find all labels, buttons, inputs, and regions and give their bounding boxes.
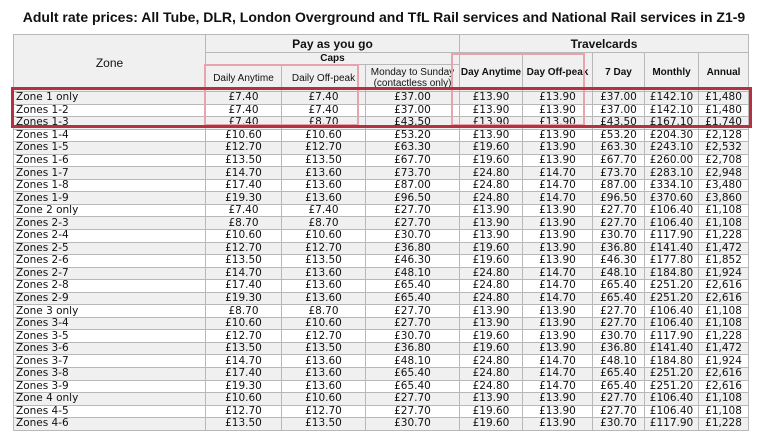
table-row <box>14 117 749 130</box>
daily-anytime-cell: £12.70 <box>206 142 282 155</box>
annual-cell: £1,108 <box>699 204 749 217</box>
daily-offpeak-header: Daily Off-peak <box>282 65 366 92</box>
day-offpeak-cell: £13.90 <box>523 255 593 268</box>
mon-sun-cell: £96.50 <box>366 192 460 205</box>
day-anytime-cell: £24.80 <box>460 192 523 205</box>
daily-offpeak-cell: £10.60 <box>282 393 366 406</box>
table-row <box>14 380 749 393</box>
seven-day-cell: £37.00 <box>593 92 645 105</box>
day-anytime-cell: £13.90 <box>460 92 523 105</box>
day-offpeak-cell: £13.90 <box>523 117 593 130</box>
mon-sun-cell: £30.70 <box>366 418 460 431</box>
day-anytime-cell: £24.80 <box>460 355 523 368</box>
contactless-only-label: (contactless only) <box>373 78 452 89</box>
table-row <box>14 418 749 431</box>
zone-cell: Zones 3-7 <box>14 355 206 368</box>
seven-day-cell: £36.80 <box>593 342 645 355</box>
mon-sun-cell: £43.50 <box>366 117 460 130</box>
daily-offpeak-cell: £8.70 <box>282 117 366 130</box>
daily-offpeak-cell: £13.50 <box>282 418 366 431</box>
daily-offpeak-cell: £13.60 <box>282 292 366 305</box>
day-offpeak-cell: £14.70 <box>523 355 593 368</box>
annual-cell: £3,480 <box>699 179 749 192</box>
zone-cell: Zones 4-6 <box>14 418 206 431</box>
monthly-cell: £251.20 <box>645 292 699 305</box>
daily-anytime-cell: £19.30 <box>206 292 282 305</box>
annual-cell: £1,108 <box>699 317 749 330</box>
annual-cell: £2,948 <box>699 167 749 180</box>
monthly-cell: £167.10 <box>645 117 699 130</box>
daily-anytime-cell: £17.40 <box>206 179 282 192</box>
seven-day-cell: £48.10 <box>593 267 645 280</box>
daily-offpeak-cell: £13.50 <box>282 255 366 268</box>
seven-day-cell: £96.50 <box>593 192 645 205</box>
day-offpeak-cell: £13.90 <box>523 92 593 105</box>
seven-day-cell: £65.40 <box>593 280 645 293</box>
day-anytime-cell: £24.80 <box>460 267 523 280</box>
zone-cell: Zones 2-3 <box>14 217 206 230</box>
mon-sun-cell: £48.10 <box>366 267 460 280</box>
table-row <box>14 330 749 343</box>
daily-anytime-cell: £12.70 <box>206 405 282 418</box>
table-row <box>14 129 749 142</box>
monthly-cell: £106.40 <box>645 217 699 230</box>
day-anytime-cell: £19.60 <box>460 142 523 155</box>
zone-cell: Zones 1-4 <box>14 129 206 142</box>
mon-sun-header <box>366 65 460 92</box>
daily-offpeak-cell: £12.70 <box>282 330 366 343</box>
zone-cell: Zones 1-8 <box>14 179 206 192</box>
table-row <box>14 142 749 155</box>
fares-table <box>13 34 749 431</box>
daily-offpeak-cell: £13.60 <box>282 179 366 192</box>
seven-day-cell: £43.50 <box>593 117 645 130</box>
seven-day-cell: £27.70 <box>593 204 645 217</box>
page-title: Adult rate prices: All Tube, DLR, London Overground and TfL Rail services and National Rail services in Z1-9 <box>22 9 746 25</box>
daily-offpeak-cell: £7.40 <box>282 204 366 217</box>
daily-anytime-cell: £12.70 <box>206 242 282 255</box>
day-anytime-cell: £19.60 <box>460 154 523 167</box>
seven-day-cell: £65.40 <box>593 380 645 393</box>
annual-cell: £1,480 <box>699 92 749 105</box>
table-row <box>14 305 749 318</box>
table-row <box>14 342 749 355</box>
day-offpeak-cell: £14.70 <box>523 192 593 205</box>
zone-cell: Zones 1-5 <box>14 142 206 155</box>
zone-cell: Zones 2-5 <box>14 242 206 255</box>
annual-cell: £1,924 <box>699 355 749 368</box>
zone-cell: Zones 4-5 <box>14 405 206 418</box>
daily-offpeak-cell: £12.70 <box>282 242 366 255</box>
seven-day-cell: £53.20 <box>593 129 645 142</box>
seven-day-cell: £65.40 <box>593 368 645 381</box>
mon-sun-cell: £46.30 <box>366 255 460 268</box>
daily-anytime-cell: £10.60 <box>206 317 282 330</box>
annual-cell: £1,228 <box>699 418 749 431</box>
daily-offpeak-cell: £13.60 <box>282 368 366 381</box>
day-anytime-cell: £13.90 <box>460 230 523 243</box>
daily-anytime-cell: £14.70 <box>206 167 282 180</box>
seven-day-cell: £73.70 <box>593 167 645 180</box>
daily-anytime-cell: £19.30 <box>206 380 282 393</box>
day-offpeak-cell: £14.70 <box>523 280 593 293</box>
seven-day-cell: £37.00 <box>593 104 645 117</box>
monthly-cell: £260.00 <box>645 154 699 167</box>
zone-cell: Zones 3-4 <box>14 317 206 330</box>
table-row <box>14 280 749 293</box>
table-row <box>14 255 749 268</box>
table-row <box>14 292 749 305</box>
monthly-cell: £184.80 <box>645 267 699 280</box>
day-anytime-cell: £19.60 <box>460 330 523 343</box>
zone-cell: Zones 1-6 <box>14 154 206 167</box>
day-offpeak-cell: £13.90 <box>523 305 593 318</box>
day-offpeak-cell: £13.90 <box>523 204 593 217</box>
zone-cell: Zone 3 only <box>14 305 206 318</box>
monthly-cell: £370.60 <box>645 192 699 205</box>
annual-cell: £1,924 <box>699 267 749 280</box>
day-offpeak-cell: £13.90 <box>523 230 593 243</box>
monthly-cell: £177.80 <box>645 255 699 268</box>
zone-cell: Zones 3-8 <box>14 368 206 381</box>
table-row <box>14 230 749 243</box>
monthly-cell: £117.90 <box>645 330 699 343</box>
daily-offpeak-cell: £8.70 <box>282 217 366 230</box>
mon-sun-cell: £36.80 <box>366 342 460 355</box>
monthly-cell: £283.10 <box>645 167 699 180</box>
day-anytime-cell: £19.60 <box>460 255 523 268</box>
daily-anytime-cell: £17.40 <box>206 280 282 293</box>
monthly-cell: £106.40 <box>645 405 699 418</box>
table-row <box>14 179 749 192</box>
daily-offpeak-cell: £10.60 <box>282 129 366 142</box>
day-offpeak-cell: £13.90 <box>523 242 593 255</box>
day-offpeak-cell: £14.70 <box>523 167 593 180</box>
seven-day-cell: £30.70 <box>593 330 645 343</box>
mon-sun-cell: £37.00 <box>366 104 460 117</box>
day-anytime-cell: £13.90 <box>460 104 523 117</box>
monthly-cell: £106.40 <box>645 305 699 318</box>
day-anytime-cell: £13.90 <box>460 305 523 318</box>
table-row <box>14 267 749 280</box>
mon-sun-cell: £27.70 <box>366 204 460 217</box>
table-row <box>14 405 749 418</box>
daily-anytime-cell: £7.40 <box>206 117 282 130</box>
daily-anytime-cell: £7.40 <box>206 104 282 117</box>
zone-cell: Zone 1 only <box>14 92 206 105</box>
day-anytime-cell: £13.90 <box>460 204 523 217</box>
annual-cell: £2,128 <box>699 129 749 142</box>
monthly-cell: £251.20 <box>645 368 699 381</box>
daily-offpeak-cell: £12.70 <box>282 142 366 155</box>
annual-cell: £1,108 <box>699 393 749 406</box>
monthly-cell: £251.20 <box>645 380 699 393</box>
day-offpeak-cell: £14.70 <box>523 368 593 381</box>
zone-cell: Zones 2-7 <box>14 267 206 280</box>
annual-cell: £1,108 <box>699 305 749 318</box>
daily-anytime-cell: £10.60 <box>206 129 282 142</box>
day-anytime-cell: £13.90 <box>460 217 523 230</box>
day-anytime-cell: £13.90 <box>460 117 523 130</box>
daily-offpeak-cell: £13.60 <box>282 167 366 180</box>
daily-anytime-header: Daily Anytime <box>206 65 282 92</box>
seven-day-cell: £30.70 <box>593 230 645 243</box>
daily-anytime-cell: £13.50 <box>206 342 282 355</box>
mon-sun-cell: £65.40 <box>366 368 460 381</box>
day-anytime-cell: £13.90 <box>460 393 523 406</box>
table-row <box>14 355 749 368</box>
day-anytime-cell: £19.60 <box>460 405 523 418</box>
daily-offpeak-cell: £7.40 <box>282 104 366 117</box>
mon-sun-cell: £30.70 <box>366 330 460 343</box>
seven-day-cell: £65.40 <box>593 292 645 305</box>
zone-cell: Zones 2-9 <box>14 292 206 305</box>
zone-cell: Zones 2-4 <box>14 230 206 243</box>
monthly-cell: £243.10 <box>645 142 699 155</box>
annual-cell: £1,740 <box>699 117 749 130</box>
zone-cell: Zones 1-3 <box>14 117 206 130</box>
table-row <box>14 242 749 255</box>
monthly-cell: £106.40 <box>645 204 699 217</box>
day-anytime-cell: £24.80 <box>460 179 523 192</box>
mon-sun-cell: £73.70 <box>366 167 460 180</box>
annual-cell: £3,860 <box>699 192 749 205</box>
seven-day-cell: £27.70 <box>593 217 645 230</box>
mon-sun-cell: £65.40 <box>366 292 460 305</box>
annual-cell: £1,472 <box>699 242 749 255</box>
travelcards-header: Travelcards <box>460 35 749 53</box>
daily-offpeak-cell: £13.60 <box>282 267 366 280</box>
mon-sun-cell: £27.70 <box>366 305 460 318</box>
payg-header: Pay as you go <box>206 35 460 53</box>
day-offpeak-cell: £13.90 <box>523 129 593 142</box>
day-anytime-cell: £24.80 <box>460 380 523 393</box>
day-offpeak-cell: £13.90 <box>523 142 593 155</box>
daily-anytime-cell: £7.40 <box>206 92 282 105</box>
monthly-cell: £204.30 <box>645 129 699 142</box>
daily-anytime-cell: £8.70 <box>206 305 282 318</box>
annual-cell: £1,480 <box>699 104 749 117</box>
seven-day-cell: £48.10 <box>593 355 645 368</box>
monthly-cell: £106.40 <box>645 393 699 406</box>
day-offpeak-cell: £13.90 <box>523 405 593 418</box>
monthly-cell: £184.80 <box>645 355 699 368</box>
daily-offpeak-cell: £10.60 <box>282 230 366 243</box>
annual-cell: £1,228 <box>699 230 749 243</box>
mon-sun-cell: £48.10 <box>366 355 460 368</box>
day-offpeak-cell: £13.90 <box>523 418 593 431</box>
table-row <box>14 393 749 406</box>
mon-sun-cell: £36.80 <box>366 242 460 255</box>
day-anytime-cell: £19.60 <box>460 342 523 355</box>
daily-anytime-cell: £12.70 <box>206 330 282 343</box>
table-row <box>14 167 749 180</box>
day-anytime-cell: £24.80 <box>460 368 523 381</box>
mon-sun-cell: £27.70 <box>366 393 460 406</box>
mon-sun-cell: £87.00 <box>366 179 460 192</box>
day-anytime-header: Day Anytime <box>460 53 523 92</box>
day-offpeak-cell: £14.70 <box>523 380 593 393</box>
seven-day-cell: £30.70 <box>593 418 645 431</box>
monthly-cell: £141.40 <box>645 242 699 255</box>
zone-cell: Zones 1-2 <box>14 104 206 117</box>
mon-sun-cell: £65.40 <box>366 380 460 393</box>
seven-day-cell: £27.70 <box>593 305 645 318</box>
day-offpeak-cell: £13.90 <box>523 330 593 343</box>
caps-header: Caps <box>206 53 460 65</box>
monthly-header: Monthly <box>645 53 699 92</box>
mon-sun-label: Monday to Sunday <box>370 67 455 78</box>
annual-cell: £1,108 <box>699 217 749 230</box>
mon-sun-cell: £63.30 <box>366 142 460 155</box>
seven-day-header: 7 Day <box>593 53 645 92</box>
daily-anytime-cell: £14.70 <box>206 267 282 280</box>
annual-cell: £2,532 <box>699 142 749 155</box>
annual-cell: £1,108 <box>699 405 749 418</box>
seven-day-cell: £67.70 <box>593 154 645 167</box>
day-offpeak-cell: £13.90 <box>523 317 593 330</box>
seven-day-cell: £27.70 <box>593 393 645 406</box>
day-offpeak-cell: £13.90 <box>523 217 593 230</box>
daily-anytime-cell: £14.70 <box>206 355 282 368</box>
day-offpeak-header: Day Off-peak <box>523 53 593 92</box>
table-row <box>14 368 749 381</box>
zone-cell: Zone 4 only <box>14 393 206 406</box>
monthly-cell: £334.10 <box>645 179 699 192</box>
table-row <box>14 204 749 217</box>
zone-cell: Zones 1-9 <box>14 192 206 205</box>
day-anytime-cell: £24.80 <box>460 167 523 180</box>
zone-cell: Zones 2-6 <box>14 255 206 268</box>
annual-header: Annual <box>699 53 749 92</box>
daily-anytime-cell: £17.40 <box>206 368 282 381</box>
mon-sun-cell: £27.70 <box>366 317 460 330</box>
daily-anytime-cell: £8.70 <box>206 217 282 230</box>
seven-day-cell: £27.70 <box>593 405 645 418</box>
daily-anytime-cell: £13.50 <box>206 255 282 268</box>
daily-offpeak-cell: £13.60 <box>282 380 366 393</box>
annual-cell: £2,616 <box>699 280 749 293</box>
annual-cell: £2,616 <box>699 292 749 305</box>
daily-offpeak-cell: £13.60 <box>282 355 366 368</box>
day-offpeak-cell: £13.90 <box>523 154 593 167</box>
mon-sun-cell: £65.40 <box>366 280 460 293</box>
seven-day-cell: £87.00 <box>593 179 645 192</box>
annual-cell: £2,708 <box>699 154 749 167</box>
daily-offpeak-cell: £12.70 <box>282 405 366 418</box>
daily-offpeak-cell: £13.50 <box>282 154 366 167</box>
day-anytime-cell: £24.80 <box>460 280 523 293</box>
day-offpeak-cell: £13.90 <box>523 104 593 117</box>
daily-anytime-cell: £10.60 <box>206 393 282 406</box>
seven-day-cell: £36.80 <box>593 242 645 255</box>
table-row <box>14 104 749 117</box>
mon-sun-cell: £67.70 <box>366 154 460 167</box>
day-anytime-cell: £24.80 <box>460 292 523 305</box>
daily-offpeak-cell: £13.50 <box>282 342 366 355</box>
seven-day-cell: £63.30 <box>593 142 645 155</box>
daily-anytime-cell: £7.40 <box>206 204 282 217</box>
daily-anytime-cell: £13.50 <box>206 418 282 431</box>
monthly-cell: £117.90 <box>645 230 699 243</box>
daily-anytime-cell: £13.50 <box>206 154 282 167</box>
mon-sun-cell: £53.20 <box>366 129 460 142</box>
daily-anytime-cell: £10.60 <box>206 230 282 243</box>
day-offpeak-cell: £14.70 <box>523 292 593 305</box>
day-anytime-cell: £13.90 <box>460 317 523 330</box>
annual-cell: £1,228 <box>699 330 749 343</box>
day-anytime-cell: £13.90 <box>460 129 523 142</box>
day-offpeak-cell: £14.70 <box>523 179 593 192</box>
monthly-cell: £141.40 <box>645 342 699 355</box>
table-row <box>14 217 749 230</box>
table-row <box>14 154 749 167</box>
day-offpeak-cell: £13.90 <box>523 393 593 406</box>
zone-cell: Zone 2 only <box>14 204 206 217</box>
mon-sun-cell: £37.00 <box>366 92 460 105</box>
table-row <box>14 192 749 205</box>
zone-cell: Zones 3-9 <box>14 380 206 393</box>
seven-day-cell: £46.30 <box>593 255 645 268</box>
daily-anytime-cell: £19.30 <box>206 192 282 205</box>
zone-cell: Zones 3-5 <box>14 330 206 343</box>
annual-cell: £1,472 <box>699 342 749 355</box>
zone-header: Zone <box>14 35 206 92</box>
monthly-cell: £142.10 <box>645 104 699 117</box>
daily-offpeak-cell: £13.60 <box>282 280 366 293</box>
annual-cell: £2,616 <box>699 380 749 393</box>
day-offpeak-cell: £14.70 <box>523 267 593 280</box>
day-anytime-cell: £19.60 <box>460 242 523 255</box>
table-row <box>14 92 749 105</box>
zone-cell: Zones 1-7 <box>14 167 206 180</box>
seven-day-cell: £27.70 <box>593 317 645 330</box>
monthly-cell: £117.90 <box>645 418 699 431</box>
daily-offpeak-cell: £10.60 <box>282 317 366 330</box>
daily-offpeak-cell: £7.40 <box>282 92 366 105</box>
daily-offpeak-cell: £8.70 <box>282 305 366 318</box>
zone-cell: Zones 2-8 <box>14 280 206 293</box>
annual-cell: £2,616 <box>699 368 749 381</box>
mon-sun-cell: £27.70 <box>366 217 460 230</box>
daily-offpeak-cell: £13.60 <box>282 192 366 205</box>
table-row <box>14 317 749 330</box>
monthly-cell: £251.20 <box>645 280 699 293</box>
day-anytime-cell: £19.60 <box>460 418 523 431</box>
mon-sun-cell: £27.70 <box>366 405 460 418</box>
day-offpeak-cell: £13.90 <box>523 342 593 355</box>
monthly-cell: £142.10 <box>645 92 699 105</box>
mon-sun-cell: £30.70 <box>366 230 460 243</box>
monthly-cell: £106.40 <box>645 317 699 330</box>
annual-cell: £1,852 <box>699 255 749 268</box>
zone-cell: Zones 3-6 <box>14 342 206 355</box>
